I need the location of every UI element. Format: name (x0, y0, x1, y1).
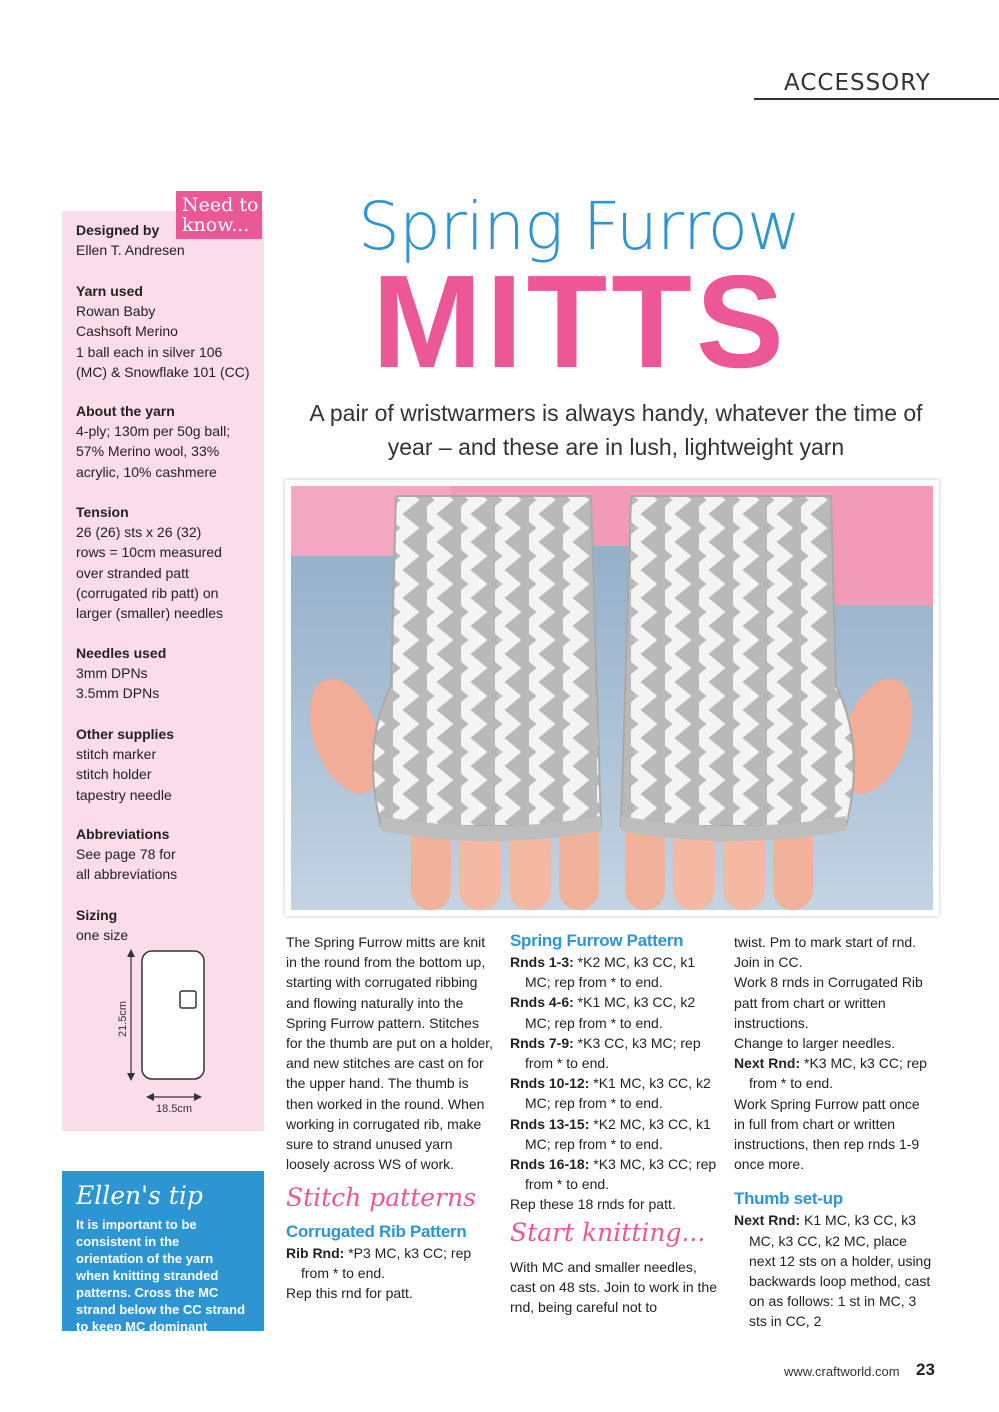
pattern-repeat: Rep these 18 rnds for patt. (510, 1196, 676, 1213)
row-label: Rnds 4-6: (510, 994, 574, 1011)
need-to-know-tag: Need to know... (176, 191, 262, 239)
next-rnd-text: *K3 MC, k3 CC; rep from * to end. (749, 1055, 927, 1092)
sidebar-heading: About the yarn (76, 403, 175, 419)
row-text: *K1 MC, k3 CC, k2 MC; rep from * to end. (525, 1075, 711, 1112)
intro-paragraph: The Spring Furrow mitts are knit in the round from the bottom up, starting with corrugated ribbing and flowing naturally into the Spring Furrow pattern. Stitches for the thumb are put on a holder, and new stitches are cast on for the upper hand. The thumb is then worked in the round. When working in corrugated rib, make sure to strand unused yarn loosely across WS of work. (286, 934, 494, 1173)
sidebar-about-yarn (76, 401, 262, 482)
col3-para-3: Change to larger needles. (734, 1035, 896, 1052)
height-label: 21.5cm (117, 1000, 129, 1038)
row-label: Rnds 10-12: (510, 1075, 590, 1092)
mitts-photo-illustration (291, 486, 933, 910)
next-rnd-label: Next Rnd: (734, 1055, 801, 1072)
sidebar-heading: Sizing (76, 907, 118, 923)
sidebar-value: one size (76, 927, 129, 944)
sidebar-tension (76, 502, 262, 623)
article-column-3 (734, 932, 934, 1332)
spring-furrow-heading: Spring Furrow Pattern (510, 931, 684, 950)
sidebar-yarn-used (76, 281, 262, 382)
thumb-setup-heading: Thumb set-up (734, 1189, 843, 1209)
article-column-1 (286, 932, 498, 1303)
ellens-tip-box (62, 1171, 264, 1334)
sidebar-value: 4-ply; 130m per 50g ball; 57% Merino wool, 33% acrylic, 10% cashmere (76, 423, 231, 480)
corrugated-rib-heading: Corrugated Rib Pattern (286, 1221, 467, 1241)
row-text: *K1 MC, k3 CC, k2 MC; rep from * to end. (525, 994, 696, 1031)
sidebar-needles (76, 643, 262, 704)
sidebar-value: Rowan Baby Cashsoft Merino 1 ball each in silver 106 (MC) & Snowflake 101 (CC) (76, 303, 250, 380)
title-line-2: MITTS (372, 248, 788, 395)
article-column-2 (510, 930, 724, 1317)
mitts-photo (285, 480, 939, 916)
start-paragraph: With MC and smaller needles, cast on 48 sts. Join to work in the rnd, being careful not to (510, 1258, 717, 1316)
sidebar-other-supplies (76, 724, 262, 805)
sidebar-value: Ellen T. Andresen (76, 242, 185, 259)
row-label: Rnds 13-15: (510, 1115, 590, 1132)
start-knitting-heading: Start knitting... (510, 1217, 706, 1247)
sidebar-heading: Needles used (76, 645, 167, 661)
sidebar-value: 26 (26) sts x 26 (32) rows = 10cm measured over stranded patt (corrugated rib patt) on larger (smaller) needles (76, 524, 224, 622)
rib-rnd-label: Rib Rnd: (286, 1244, 345, 1261)
rib-repeat: Rep this rnd for patt. (286, 1285, 413, 1302)
footer-url: www.craftworld.com (784, 1364, 900, 1379)
section-label: ACCESSORY (784, 70, 931, 96)
row-label: Rnds 1-3: (510, 954, 574, 970)
width-label: 18.5cm (155, 1103, 193, 1115)
col3-para-2: Work 8 rnds in Corrugated Rib patt from chart or written instructions. (734, 974, 923, 1031)
stitch-patterns-heading: Stitch patterns (286, 1183, 476, 1213)
sidebar-heading: Yarn used (76, 283, 143, 299)
title-line-1: Spring Furrow (358, 188, 801, 265)
tip-title: Ellen's tip (76, 1181, 203, 1210)
sidebar-sizing (76, 905, 262, 945)
row-label: Rnds 7-9: (510, 1034, 574, 1051)
rib-rnd-text: *P3 MC, k3 CC; rep from * to end. (301, 1244, 472, 1281)
sidebar-heading: Tension (76, 504, 129, 520)
mitt-size-diagram (110, 945, 230, 1125)
standfirst: A pair of wristwarmers is always handy, whatever the time of year – and these are in lush, lightweight yarn (309, 400, 923, 460)
thumb-rnd-text: K1 MC, k3 CC, k3 MC, k3 CC, k2 MC, place next 12 sts on a holder, using backwards loop method, cast on as follows: 1 st in MC, 3 sts in CC, 2 (749, 1212, 932, 1330)
sidebar-heading: Designed by (76, 222, 160, 238)
row-text: *K2 MC, k3 CC, k1 MC; rep from * to end. (525, 954, 696, 991)
row-text: *K3 MC, k3 CC; rep from * to end. (525, 1156, 717, 1193)
row-label: Rnds 16-18: (510, 1156, 590, 1173)
sidebar-heading: Abbreviations (76, 826, 170, 842)
thumb-rnd-label: Next Rnd: (734, 1212, 801, 1229)
header-rule (754, 98, 999, 100)
col3-para-4: Work Spring Furrow patt once in full from chart or written instructions, then rep rnds 1-9 once more. (734, 1095, 920, 1173)
sidebar-heading: Other supplies (76, 726, 175, 742)
row-text: *K3 CC, k3 MC; rep from * to end. (525, 1034, 701, 1072)
sidebar-value: See page 78 for all abbreviations (76, 846, 178, 883)
sidebar-value: stitch marker stitch holder tapestry needle (76, 746, 172, 803)
sidebar-value: 3mm DPNs 3.5mm DPNs (76, 665, 160, 702)
col3-para-1: twist. Pm to mark start of rnd. Join in CC. (734, 934, 917, 971)
sidebar-designed-by (76, 220, 262, 260)
sidebar-abbreviations (76, 824, 262, 885)
page-number: 23 (916, 1360, 935, 1379)
mitt-outline (142, 951, 204, 1079)
tip-body: It is important to be consistent in the orientation of the yarn when knitting stranded patterns. Cross the MC strand below the CC strand to keep MC dominant (76, 1217, 246, 1334)
row-text: *K2 MC, k3 CC, k1 MC; rep from * to end. (525, 1115, 711, 1152)
